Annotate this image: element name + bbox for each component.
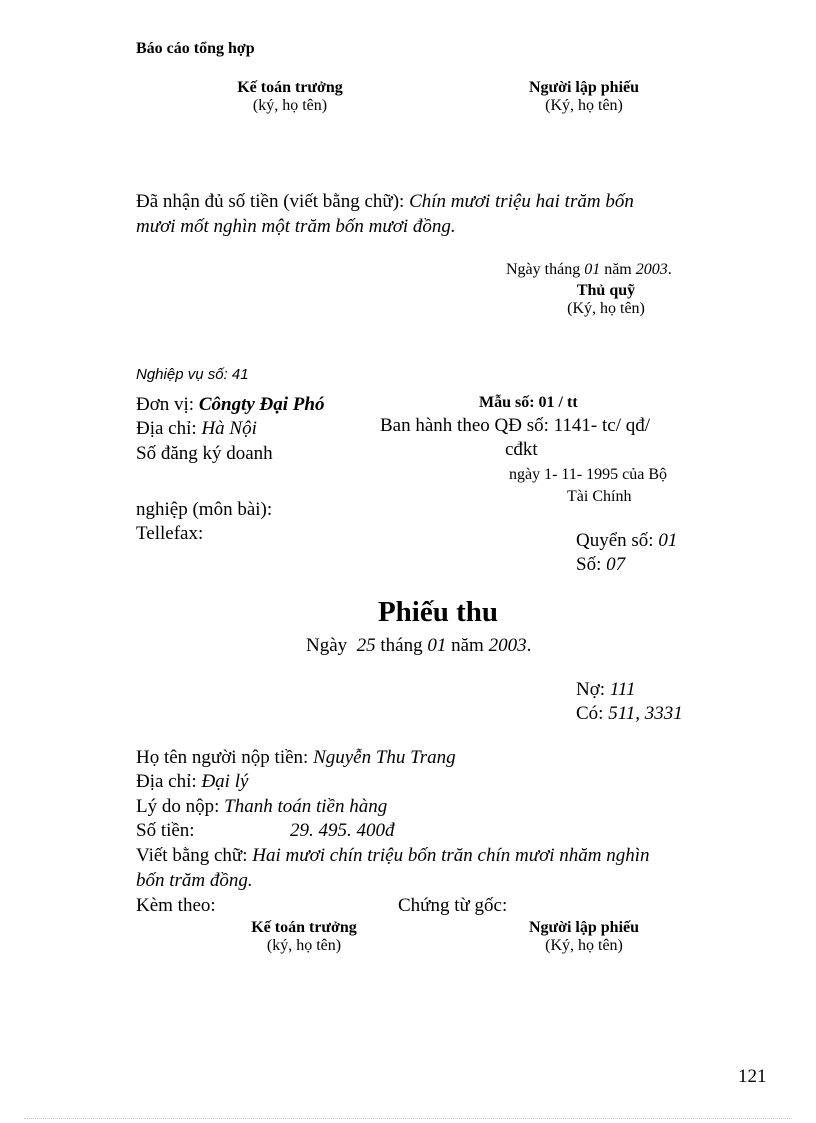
cashier-date-prefix: Ngày tháng — [506, 261, 581, 278]
preparer-signature-top — [484, 79, 684, 115]
book-label: Quyển số: — [576, 530, 654, 551]
number-label: Số: — [576, 554, 602, 575]
received-words-1: Chín mươi triệu hai trăm bốn — [409, 191, 634, 212]
preparer-sub-bottom: (Ký, họ tên) — [545, 937, 623, 954]
unit-value: Côngty Đại Phó — [198, 394, 325, 415]
receipt-year: 2003 — [488, 635, 527, 656]
tellefax-label: Tellefax: — [136, 523, 204, 544]
source-document-label: Chứng từ gốc: — [398, 895, 508, 916]
preparer-signature-bottom — [484, 919, 684, 955]
chief-accountant-title-bottom: Kế toán trưởng — [251, 919, 357, 936]
amount-value: 29. 495. 400đ — [290, 820, 395, 841]
receipt-period: . — [526, 635, 532, 656]
receipt-month-label: tháng — [380, 635, 423, 656]
payment-reason-label: Lý do nộp: — [136, 796, 220, 817]
preparer-sub: (Ký, họ tên) — [545, 97, 623, 114]
chief-accountant-title: Kế toán trưởng — [237, 79, 343, 96]
cashier-title: Thủ quỹ — [576, 282, 636, 299]
cashier-sub: (Ký, họ tên) — [567, 300, 645, 317]
receipt-day-label: Ngày — [306, 635, 348, 656]
cashier-date — [506, 261, 672, 279]
receipt-month: 01 — [427, 635, 447, 656]
transaction-number: Nghiệp vụ số: 41 — [136, 366, 249, 383]
cashier-year: 2003 — [635, 261, 668, 278]
amount-words-1: Hai mươi chín triệu bốn trăn chín mươi nhăm nghìn — [252, 845, 650, 866]
payment-reason-value: Thanh toán tiền hàng — [224, 796, 388, 817]
registration-line1: Số đăng ký doanh — [136, 443, 273, 464]
unit-address-label: Địa chỉ: — [136, 418, 197, 439]
document-number-line — [576, 554, 625, 576]
unit-line — [136, 394, 324, 416]
credit-line — [576, 703, 683, 725]
receipt-day: 25 — [356, 635, 376, 656]
preparer-title-bottom: Người lập phiếu — [528, 919, 640, 936]
chief-accountant-signature-top — [190, 79, 390, 115]
number-value: 07 — [606, 554, 626, 575]
received-amount-line1 — [136, 191, 634, 213]
credit-label: Có: — [576, 703, 604, 724]
registration-line2: nghiệp (môn bài): — [136, 499, 273, 520]
debit-line — [576, 679, 636, 701]
payment-reason-line — [136, 796, 387, 818]
cashier-year-label: năm — [604, 261, 632, 278]
book-number-line — [576, 530, 677, 552]
receipt-title: Phiếu thu — [377, 596, 499, 628]
issued-line2: cđkt — [505, 439, 538, 460]
unit-label: Đơn vị: — [136, 394, 195, 415]
received-words-2: mươi mốt nghìn một trăm bốn mươi đồng. — [136, 216, 456, 237]
payer-name-label: Họ tên người nộp tiền: — [136, 747, 309, 768]
chief-accountant-signature-bottom — [204, 919, 404, 955]
amount-label: Số tiền: — [136, 820, 195, 841]
report-heading: Báo cáo tổng hợp — [136, 40, 255, 57]
amount-words-line1 — [136, 845, 650, 867]
preparer-title: Người lập phiếu — [528, 79, 640, 96]
cashier-month: 01 — [584, 261, 601, 278]
cashier-period: . — [667, 261, 672, 278]
footer-divider — [24, 1118, 792, 1119]
issued-line1: Ban hành theo QĐ số: 1141- tc/ qđ/ — [380, 415, 651, 436]
credit-value: 511, 3331 — [608, 703, 683, 724]
amount-words-label: Viết bằng chữ: — [136, 845, 248, 866]
payer-name-value: Nguyễn Thu Trang — [313, 747, 456, 768]
received-label: Đã nhận đủ số tiền (viết bằng chữ): — [136, 191, 405, 212]
unit-address-value: Hà Nội — [201, 418, 257, 439]
amount-words-2: bốn trăm đồng. — [136, 870, 253, 891]
receipt-year-label: năm — [451, 635, 484, 656]
receipt-date — [306, 635, 531, 657]
unit-address-line — [136, 418, 257, 440]
cashier-signature — [506, 282, 706, 318]
payer-address-line — [136, 771, 248, 793]
form-number: Mẫu số: 01 / tt — [479, 394, 578, 411]
debit-label: Nợ: — [576, 679, 606, 700]
issued-line4: Tài Chính — [567, 488, 632, 505]
payer-name-line — [136, 747, 456, 769]
book-value: 01 — [658, 530, 678, 551]
chief-accountant-sub-bottom: (ký, họ tên) — [266, 937, 342, 954]
payer-address-value: Đại lý — [201, 771, 249, 792]
chief-accountant-sub: (ký, họ tên) — [252, 97, 328, 114]
issued-line3: ngày 1- 11- 1995 của Bộ — [509, 466, 668, 483]
page-number: 121 — [738, 1066, 767, 1087]
attached-label: Kèm theo: — [136, 895, 216, 916]
payer-address-label: Địa chỉ: — [136, 771, 197, 792]
debit-value: 111 — [609, 679, 636, 700]
